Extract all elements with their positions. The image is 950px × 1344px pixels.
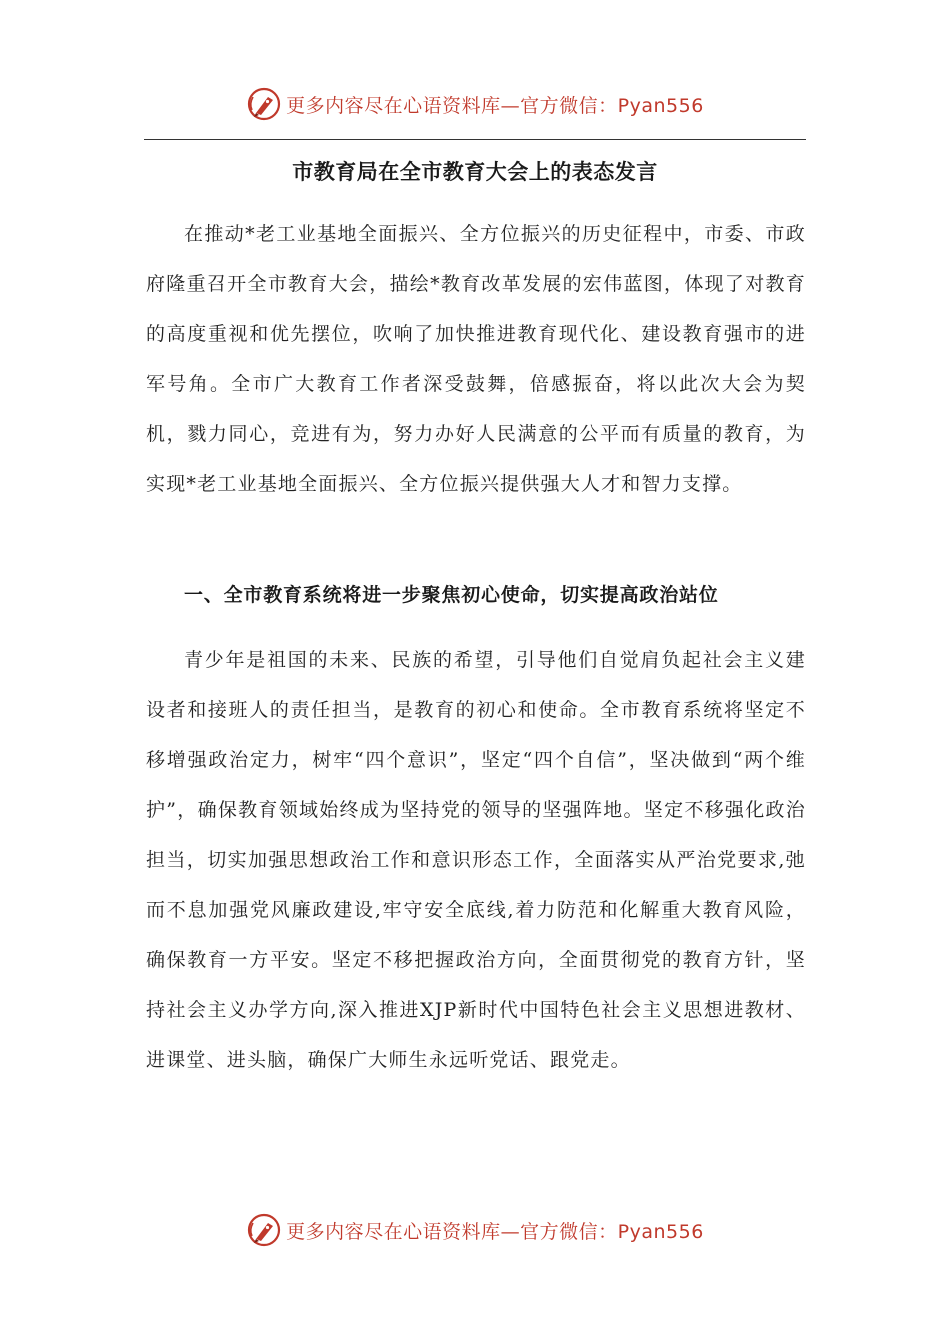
header-divider bbox=[144, 139, 806, 140]
pen-nib-logo-icon bbox=[246, 1212, 282, 1248]
watermark-wechat-id: Pyan556 bbox=[617, 1220, 704, 1243]
watermark-text: 更多内容尽在心语资料库—官方微信： bbox=[286, 1220, 618, 1243]
paragraph-intro: 在推动*老工业基地全面振兴、全方位振兴的历史征程中，市委、市政府隆重召开全市教育大会，描绘*教育改革发展的宏伟蓝图，体现了对教育的高度重视和优先摆位，吹响了加快推进教育现代化、建设教育强市的进军号角。全市广大教育工作者深受鼓舞，倍感振奋，将以此次大会为契机，戮力同心，竞进有为，努力办好人民满意的公平而有质量的教育，为实现*老工业基地全面振兴、全方位振兴提供强大人才和智力支撑。 bbox=[146, 223, 806, 495]
footer-watermark bbox=[0, 1210, 950, 1250]
document-title: 市教育局在全市教育大会上的表态发言 bbox=[292, 160, 658, 184]
paragraph-section-1: 青少年是祖国的未来、民族的希望，引导他们自觉肩负起社会主义建设者和接班人的责任担当，是教育的初心和使命。全市教育系统将坚定不移增强政治定力，树牢“四个意识”，坚定“四个自信”，坚决做到“两个维护”，确保教育领域始终成为坚持党的领导的坚强阵地。坚定不移强化政治担当，切实加强思想政治工作和意识形态工作，全面落实从严治党要求,弛而不息加强党风廉政建设,牢守安全底线,着力防范和化解重大教育风险，确保教育一方平安。坚定不移把握政治方向，全面贯彻党的教育方针，坚持社会主义办学方向,深入推进XJP新时代中国特色社会主义思想进教材、进课堂、进头脑，确保广大师生永远听党话、跟党走。 bbox=[146, 649, 806, 1071]
pen-nib-logo-icon bbox=[246, 86, 282, 122]
watermark-text: 更多内容尽在心语资料库—官方微信： bbox=[286, 94, 618, 117]
section-heading-1: 一、全市教育系统将进一步聚焦初心使命，切实提高政治站位 bbox=[184, 584, 719, 606]
header-watermark bbox=[0, 84, 950, 124]
watermark-wechat-id: Pyan556 bbox=[617, 94, 704, 117]
